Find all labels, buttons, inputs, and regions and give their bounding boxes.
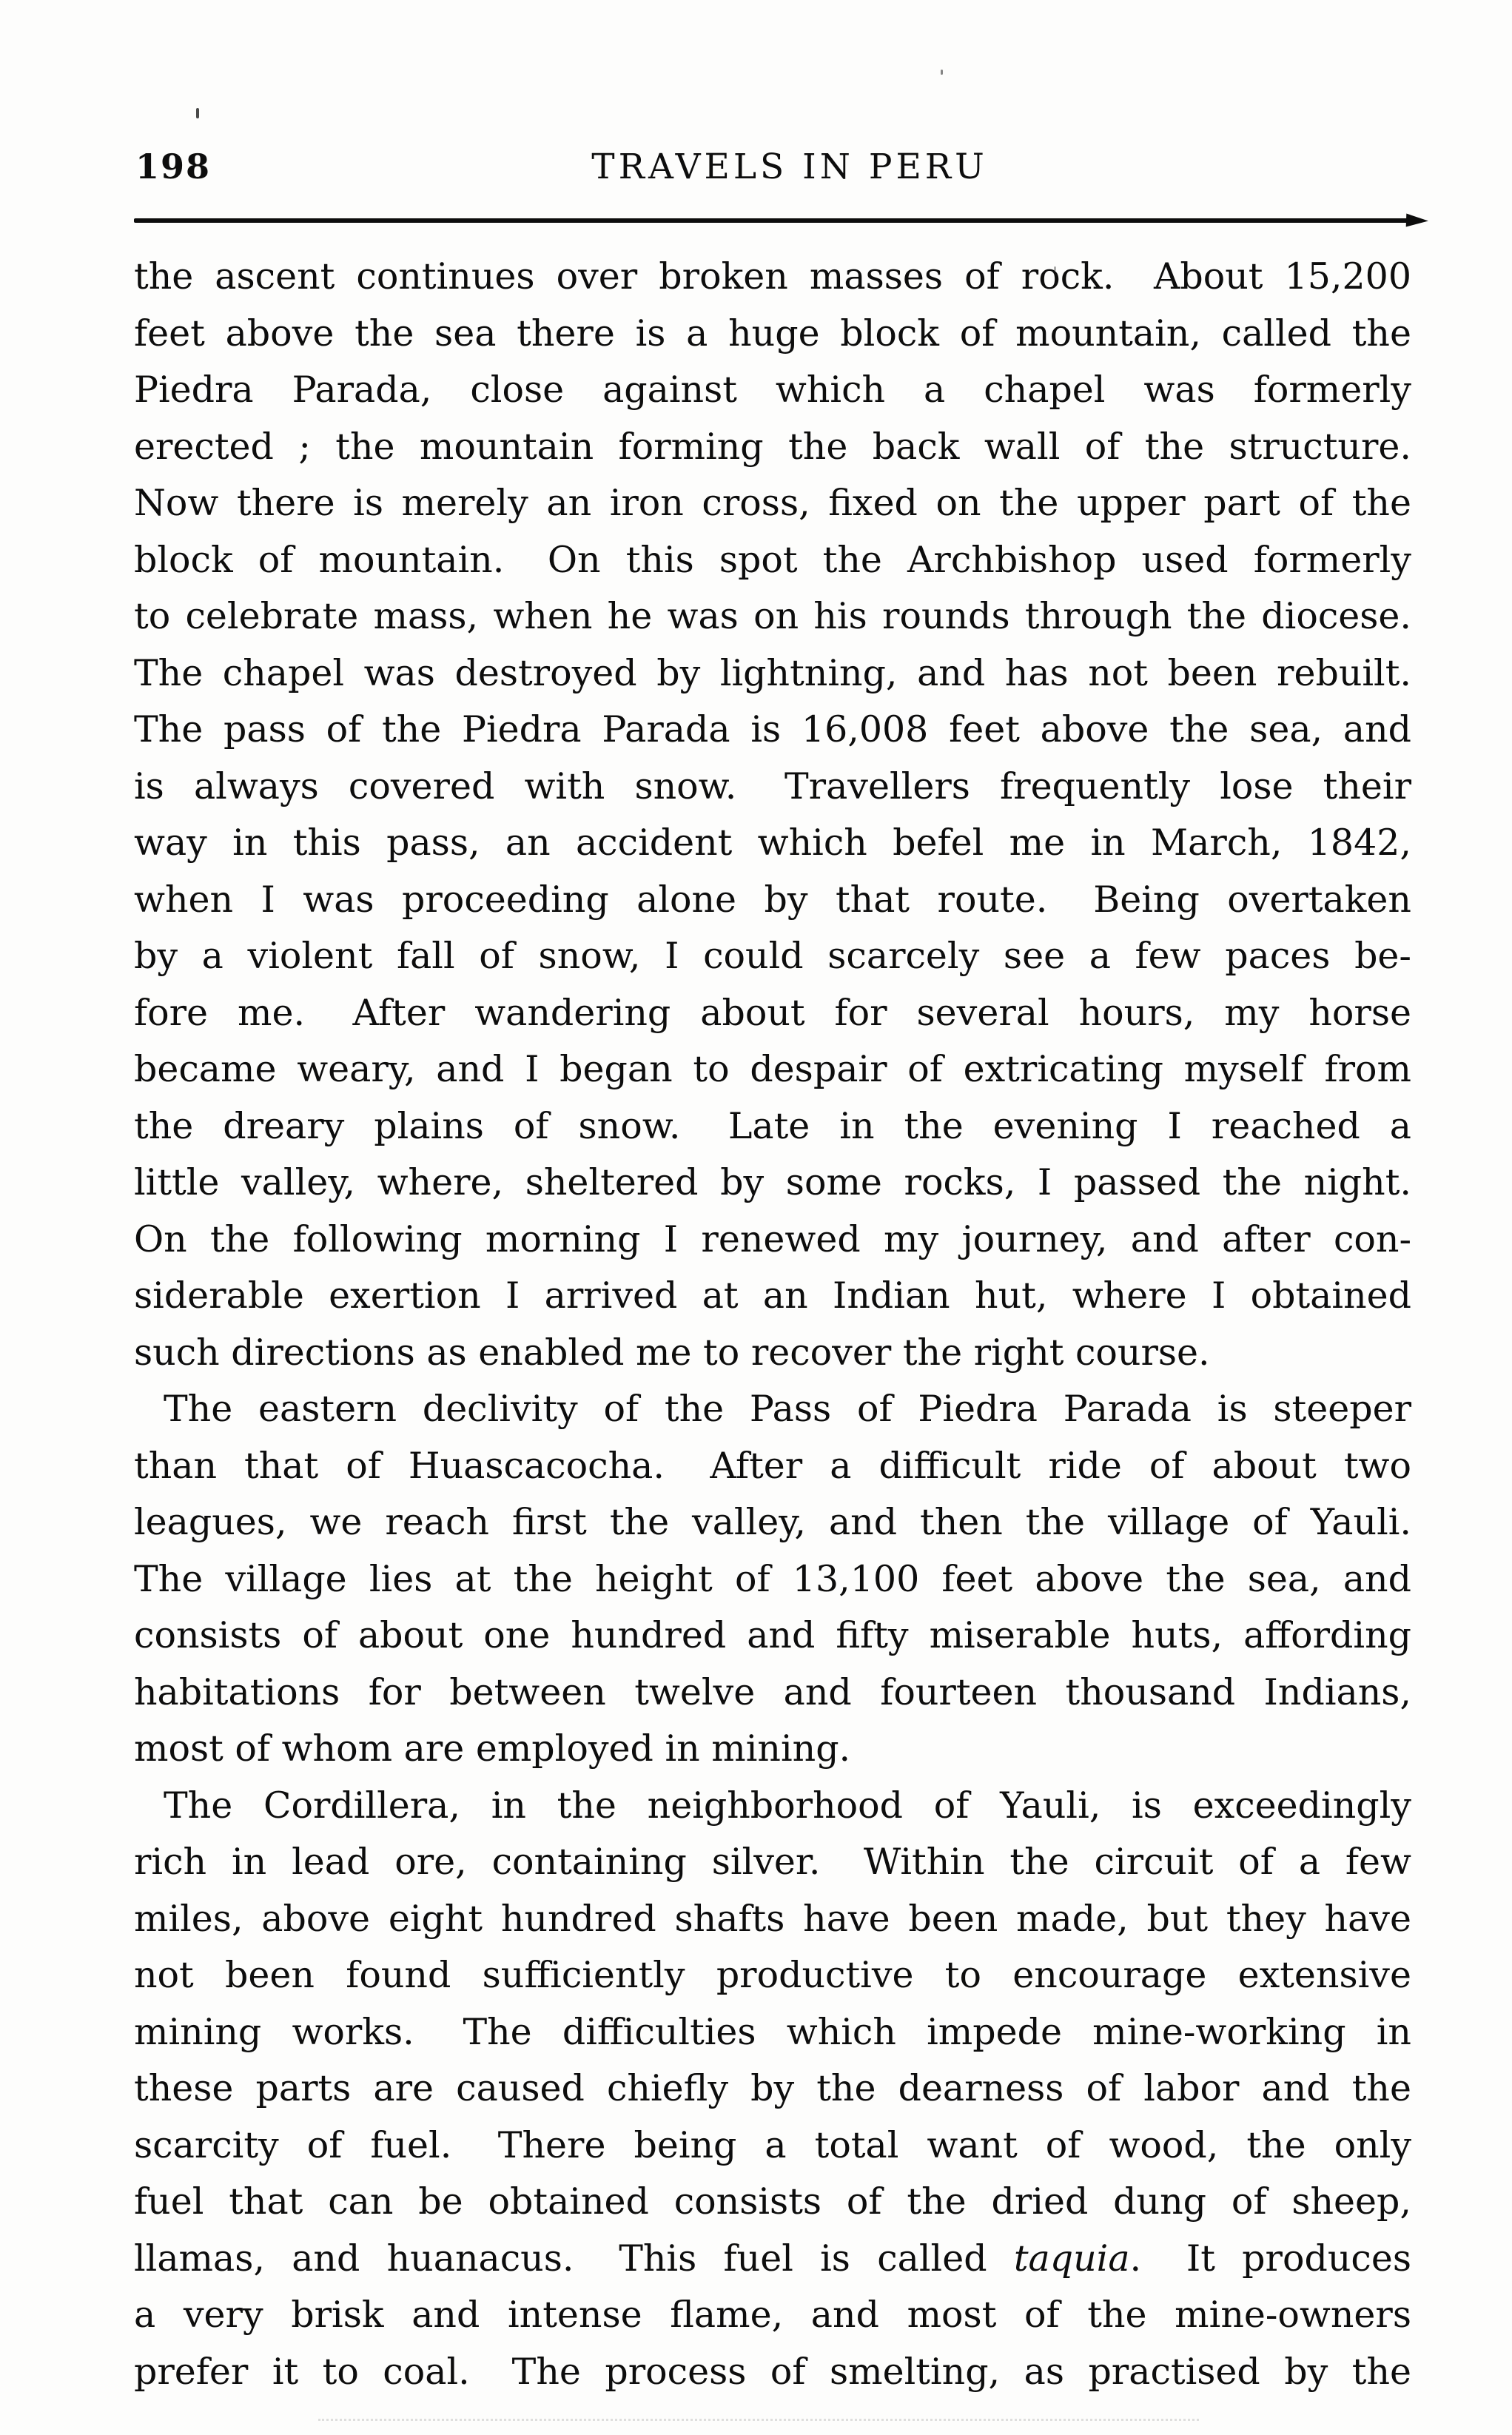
- scan-bottom-artifact: [318, 2419, 1199, 2421]
- text-line: these parts are caused chiefly by the dearness of labor and the: [134, 2067, 1411, 2109]
- text-line: is always covered with snow. Travellers frequently lose their: [134, 765, 1411, 807]
- text-line: Piedra Parada, close against which a chapel was formerly: [134, 369, 1411, 411]
- text-line: to celebrate mass, when he was on his rounds through the diocese.: [134, 595, 1411, 637]
- page-number: 198: [135, 147, 212, 187]
- text-line: when I was proceeding alone by that route. Being overtaken: [134, 878, 1411, 921]
- rule-arrow-tip: [1406, 213, 1429, 227]
- text-line: Now there is merely an iron cross, fixed on the upper part of the: [134, 482, 1411, 524]
- text-line: scarcity of fuel. There being a total want of wood, the only: [134, 2123, 1411, 2166]
- header-rule: [134, 218, 1411, 223]
- text-line: erected ; the mountain forming the back wall of the structure.: [134, 425, 1411, 468]
- text-line: consists of about one hundred and fifty miserable huts, affording: [134, 1614, 1411, 1656]
- text-line: The eastern declivity of the Pass of Piedra Parada is steeper: [164, 1388, 1411, 1430]
- text-line: the dreary plains of snow. Late in the evening I reached a: [134, 1104, 1411, 1147]
- text-line: The chapel was destroyed by lightning, and has not been rebuilt.: [134, 651, 1411, 694]
- running-header-title: TRAVELS IN PERU: [591, 147, 988, 187]
- text-line: such directions as enabled me to recover the right course.: [134, 1331, 1210, 1374]
- text-line: a very brisk and intense flame, and most of the mine-owners: [134, 2294, 1411, 2336]
- page-header: [134, 145, 1422, 191]
- text-line: fore me. After wandering about for several hours, my horse: [134, 991, 1411, 1034]
- text-line: than that of Huascacocha. After a difficult ride of about two: [134, 1444, 1411, 1487]
- text-line: feet above the sea there is a huge block of mountain, called the: [134, 312, 1411, 355]
- text-column: [134, 249, 1411, 2400]
- text-line: llamas, and huanacus. This fuel is called taquia. It produces: [134, 2237, 1411, 2280]
- text-line: became weary, and I began to despair of extricating myself from: [134, 1048, 1411, 1090]
- text-line: siderable exertion I arrived at an Indian hut, where I obtained: [134, 1274, 1411, 1317]
- text-line: The Cordillera, in the neighborhood of Yauli, is exceedingly: [164, 1784, 1411, 1827]
- text-line: the ascent continues over broken masses of rock. About 15,200: [134, 255, 1411, 298]
- paragraph: [134, 1778, 1411, 2401]
- text-line: block of mountain. On this spot the Archbishop used formerly: [134, 538, 1411, 581]
- text-line: prefer it to coal. The process of smelting, as practised by the: [134, 2350, 1411, 2393]
- text-line: not been found sufficiently productive to encourage extensive: [134, 1954, 1411, 1996]
- text-line: leagues, we reach first the valley, and then the village of Yauli.: [134, 1501, 1411, 1543]
- text-line: On the following morning I renewed my journey, and after con-: [134, 1218, 1411, 1260]
- paragraph: [134, 1381, 1411, 1778]
- text-line: habitations for between twelve and fourteen thousand Indians,: [134, 1670, 1411, 1713]
- scan-speck: [941, 70, 943, 75]
- text-line: little valley, where, sheltered by some rocks, I passed the night.: [134, 1161, 1411, 1203]
- text-line: rich in lead ore, containing silver. Within the circuit of a few: [134, 1841, 1411, 1883]
- paragraph: [134, 249, 1411, 1381]
- text-line: The village lies at the height of 13,100 feet above the sea, and: [134, 1557, 1411, 1600]
- text-line: way in this pass, an accident which befel me in March, 1842,: [134, 822, 1411, 864]
- text-line: miles, above eight hundred shafts have been made, but they have: [134, 1897, 1411, 1940]
- text-line: by a violent fall of snow, I could scarcely see a few paces be-: [134, 935, 1411, 977]
- text-line: mining works. The difficulties which impede mine-working in: [134, 2010, 1411, 2053]
- text-line: fuel that can be obtained consists of the dried dung of sheep,: [134, 2180, 1411, 2223]
- text-line: The pass of the Piedra Parada is 16,008 feet above the sea, and: [134, 708, 1411, 750]
- scan-speck: [196, 108, 199, 118]
- text-line: most of whom are employed in mining.: [134, 1727, 851, 1770]
